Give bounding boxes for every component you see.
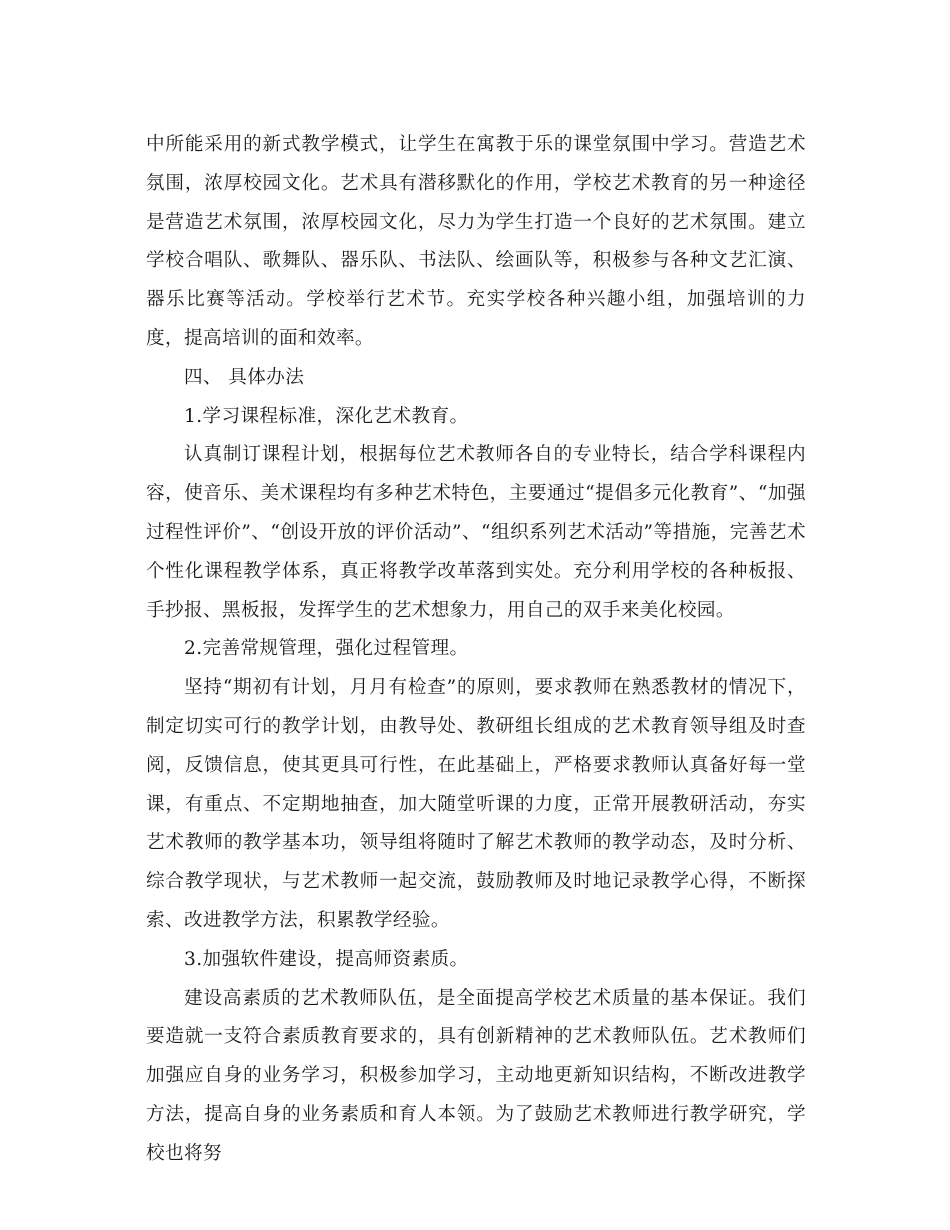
subheading-1: 1.学习课程标准，深化艺术教育。: [184, 405, 469, 427]
paragraph-1: 认真制订课程计划，根据每位艺术教师各自的专业特长，结合学科课程内容，使音乐、美术课程均有多种艺术特色，主要通过“提倡多元化教育”、“加强过程性评价”、“创设开放的评价活动”、“组织系列艺术活动”等措施，完善艺术个性化课程教学体系，真正将教学改革落到实处。充分利用学校的各种板报、手抄报、黑板报，发挥学生的艺术想象力，用自己的双手来美化校园。: [146, 444, 806, 621]
subheading-2: 2.完善常规管理，强化过程管理。: [184, 638, 469, 660]
paragraph-3: 建设高素质的艺术教师队伍，是全面提高学校艺术质量的基本保证。我们要造就一支符合素质教育要求的，具有创新精神的艺术教师队伍。艺术教师们加强应自身的业务学习，积极参加学习，主动地更新知识结构，不断改进教学方法，提高自身的业务素质和育人本领。为了鼓励艺术教师进行教学研究，学校也将努: [146, 987, 806, 1164]
section-heading-methods: 四、 具体办法: [184, 366, 305, 388]
subheading-3: 3.加强软件建设，提高师资素质。: [184, 948, 469, 970]
document-page: [146, 126, 806, 1174]
paragraph-2: 坚持“期初有计划，月月有检查”的原则，要求教师在熟悉教材的情况下，制定切实可行的教学计划，由教导处、教研组长组成的艺术教育领导组及时查阅，反馈信息，使其更具可行性，在此基础上，严格要求教师认真备好每一堂课，有重点、不定期地抽查，加大随堂听课的力度，正常开展教研活动，夯实艺术教师的教学基本功，领导组将随时了解艺术教师的教学动态，及时分析、综合教学现状，与艺术教师一起交流，鼓励教师及时地记录教学心得，不断探索、改进教学方法，积累教学经验。: [146, 677, 806, 931]
paragraph-continuation: 中所能采用的新式教学模式，让学生在寓教于乐的课堂氛围中学习。营造艺术氛围，浓厚校园文化。艺术具有潜移默化的作用，学校艺术教育的另一种途径是营造艺术氛围，浓厚校园文化，尽力为学生打造一个良好的艺术氛围。建立学校合唱队、歌舞队、器乐队、书法队、绘画队等，积极参与各种文艺汇演、器乐比赛等活动。学校举行艺术节。充实学校各种兴趣小组，加强培训的力度，提高培训的面和效率。: [146, 134, 806, 349]
